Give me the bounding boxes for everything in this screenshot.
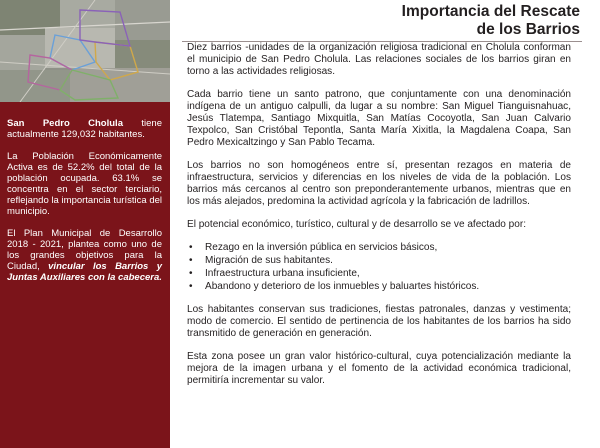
intro-paragraph: Diez barrios -unidades de la organización religiosa tradicional en Cholula conforman el municipio de San Pedro Cholula. Las relaciones sociales de los barrios giran en torno a las actividades religiosas. — [187, 42, 571, 77]
list-item — [187, 242, 571, 254]
affected-potential-paragraph: El potencial económico, turístico, cultural y de desarrollo se ve afectado por: — [187, 219, 526, 230]
bullet-icon: • — [189, 281, 193, 292]
page-title — [402, 3, 580, 39]
map-field-2 — [60, 0, 115, 28]
traditions-paragraph: Los habitantes conservan sus tradiciones, fiestas patronales, danzas y vestimenta; modo de comercio. El sentido de pertinencia de los habitantes de los barrios ha sido transmitido de generación en generación. — [187, 304, 571, 339]
bullet-icon: • — [189, 268, 193, 279]
bullet-icon: • — [189, 255, 193, 266]
sidebar-text — [7, 118, 162, 294]
page-title-line-2: de los Barrios — [476, 21, 580, 38]
list-item — [187, 268, 571, 280]
aerial-map-image — [0, 0, 170, 102]
patron-saints-paragraph: Cada barrio tiene un santo patrono, que conjuntamente con una denominación indígena de un antiguo calpulli, da lugar a su nombre: San Miguel Tianguisnahuac, Jesús Tlatempa, Santiago Mixquitla, San Matías Cocoyotla, San Juan Calvario Texpolco, San Cristóbal Tepontla, Santa María Xixitla, la Magdalena Coapa, San Pedro Mexicaltzingo y San Pablo Tecama. — [187, 89, 571, 148]
issues-list — [187, 242, 571, 293]
sidebar-city-name: San Pedro Cholula — [7, 118, 123, 129]
sidebar-population-text: tiene actualmente 129,032 habitantes. — [7, 118, 162, 140]
map-field-3 — [115, 0, 170, 40]
inequality-paragraph: Los barrios no son homogéneos entre sí, presentan rezagos en materia de infraestructura, servicios y diferencias en los niveles de vida de la población. Los barrios más cercanos al centro son preponderantemente urbanos, mientras que en los más alejados, predomina la actividad agrícola y la fabricación de ladrillos. — [187, 160, 571, 207]
main-content — [187, 42, 571, 398]
sidebar-panel — [0, 0, 170, 448]
map-field-6 — [0, 70, 70, 102]
bullet-icon: • — [189, 242, 193, 253]
sidebar-economy-paragraph: La Población Económicamente Activa es de 52.2% del total de la población ocupada. 63.1% se concentra en el sector terciario, reflejando la importancia turística del municipio. — [7, 151, 162, 217]
list-item-text: Migración de sus habitantes. — [205, 255, 333, 266]
sidebar-population-paragraph — [7, 118, 162, 140]
list-item — [187, 281, 571, 293]
list-item-text: Infraestructura urbana insuficiente, — [205, 268, 360, 279]
sidebar-plan-paragraph — [7, 228, 162, 283]
aerial-map-graphic — [0, 0, 170, 102]
list-item-text: Abandono y deterioro de los inmuebles y baluartes históricos. — [205, 281, 480, 292]
sidebar-plan-emphasis: vincular los Barrios y Juntas Auxiliares con la cabecera. — [7, 261, 163, 283]
heritage-value-paragraph: Esta zona posee un gran valor histórico-cultural, cuya potencialización mediante la mejora de la imagen urbana y el fomento de la actividad económica tradicional, permitiría incrementar su valor. — [187, 351, 571, 386]
list-item — [187, 255, 571, 267]
list-item-text: Rezago en la inversión pública en servicios básicos, — [205, 242, 438, 253]
sidebar-plan-text: El Plan Municipal de Desarrollo 2018 - 2021, plantea como uno de los grandes objetivos para la Ciudad, — [7, 228, 162, 272]
page-title-line-1: Importancia del Rescate — [401, 3, 580, 20]
